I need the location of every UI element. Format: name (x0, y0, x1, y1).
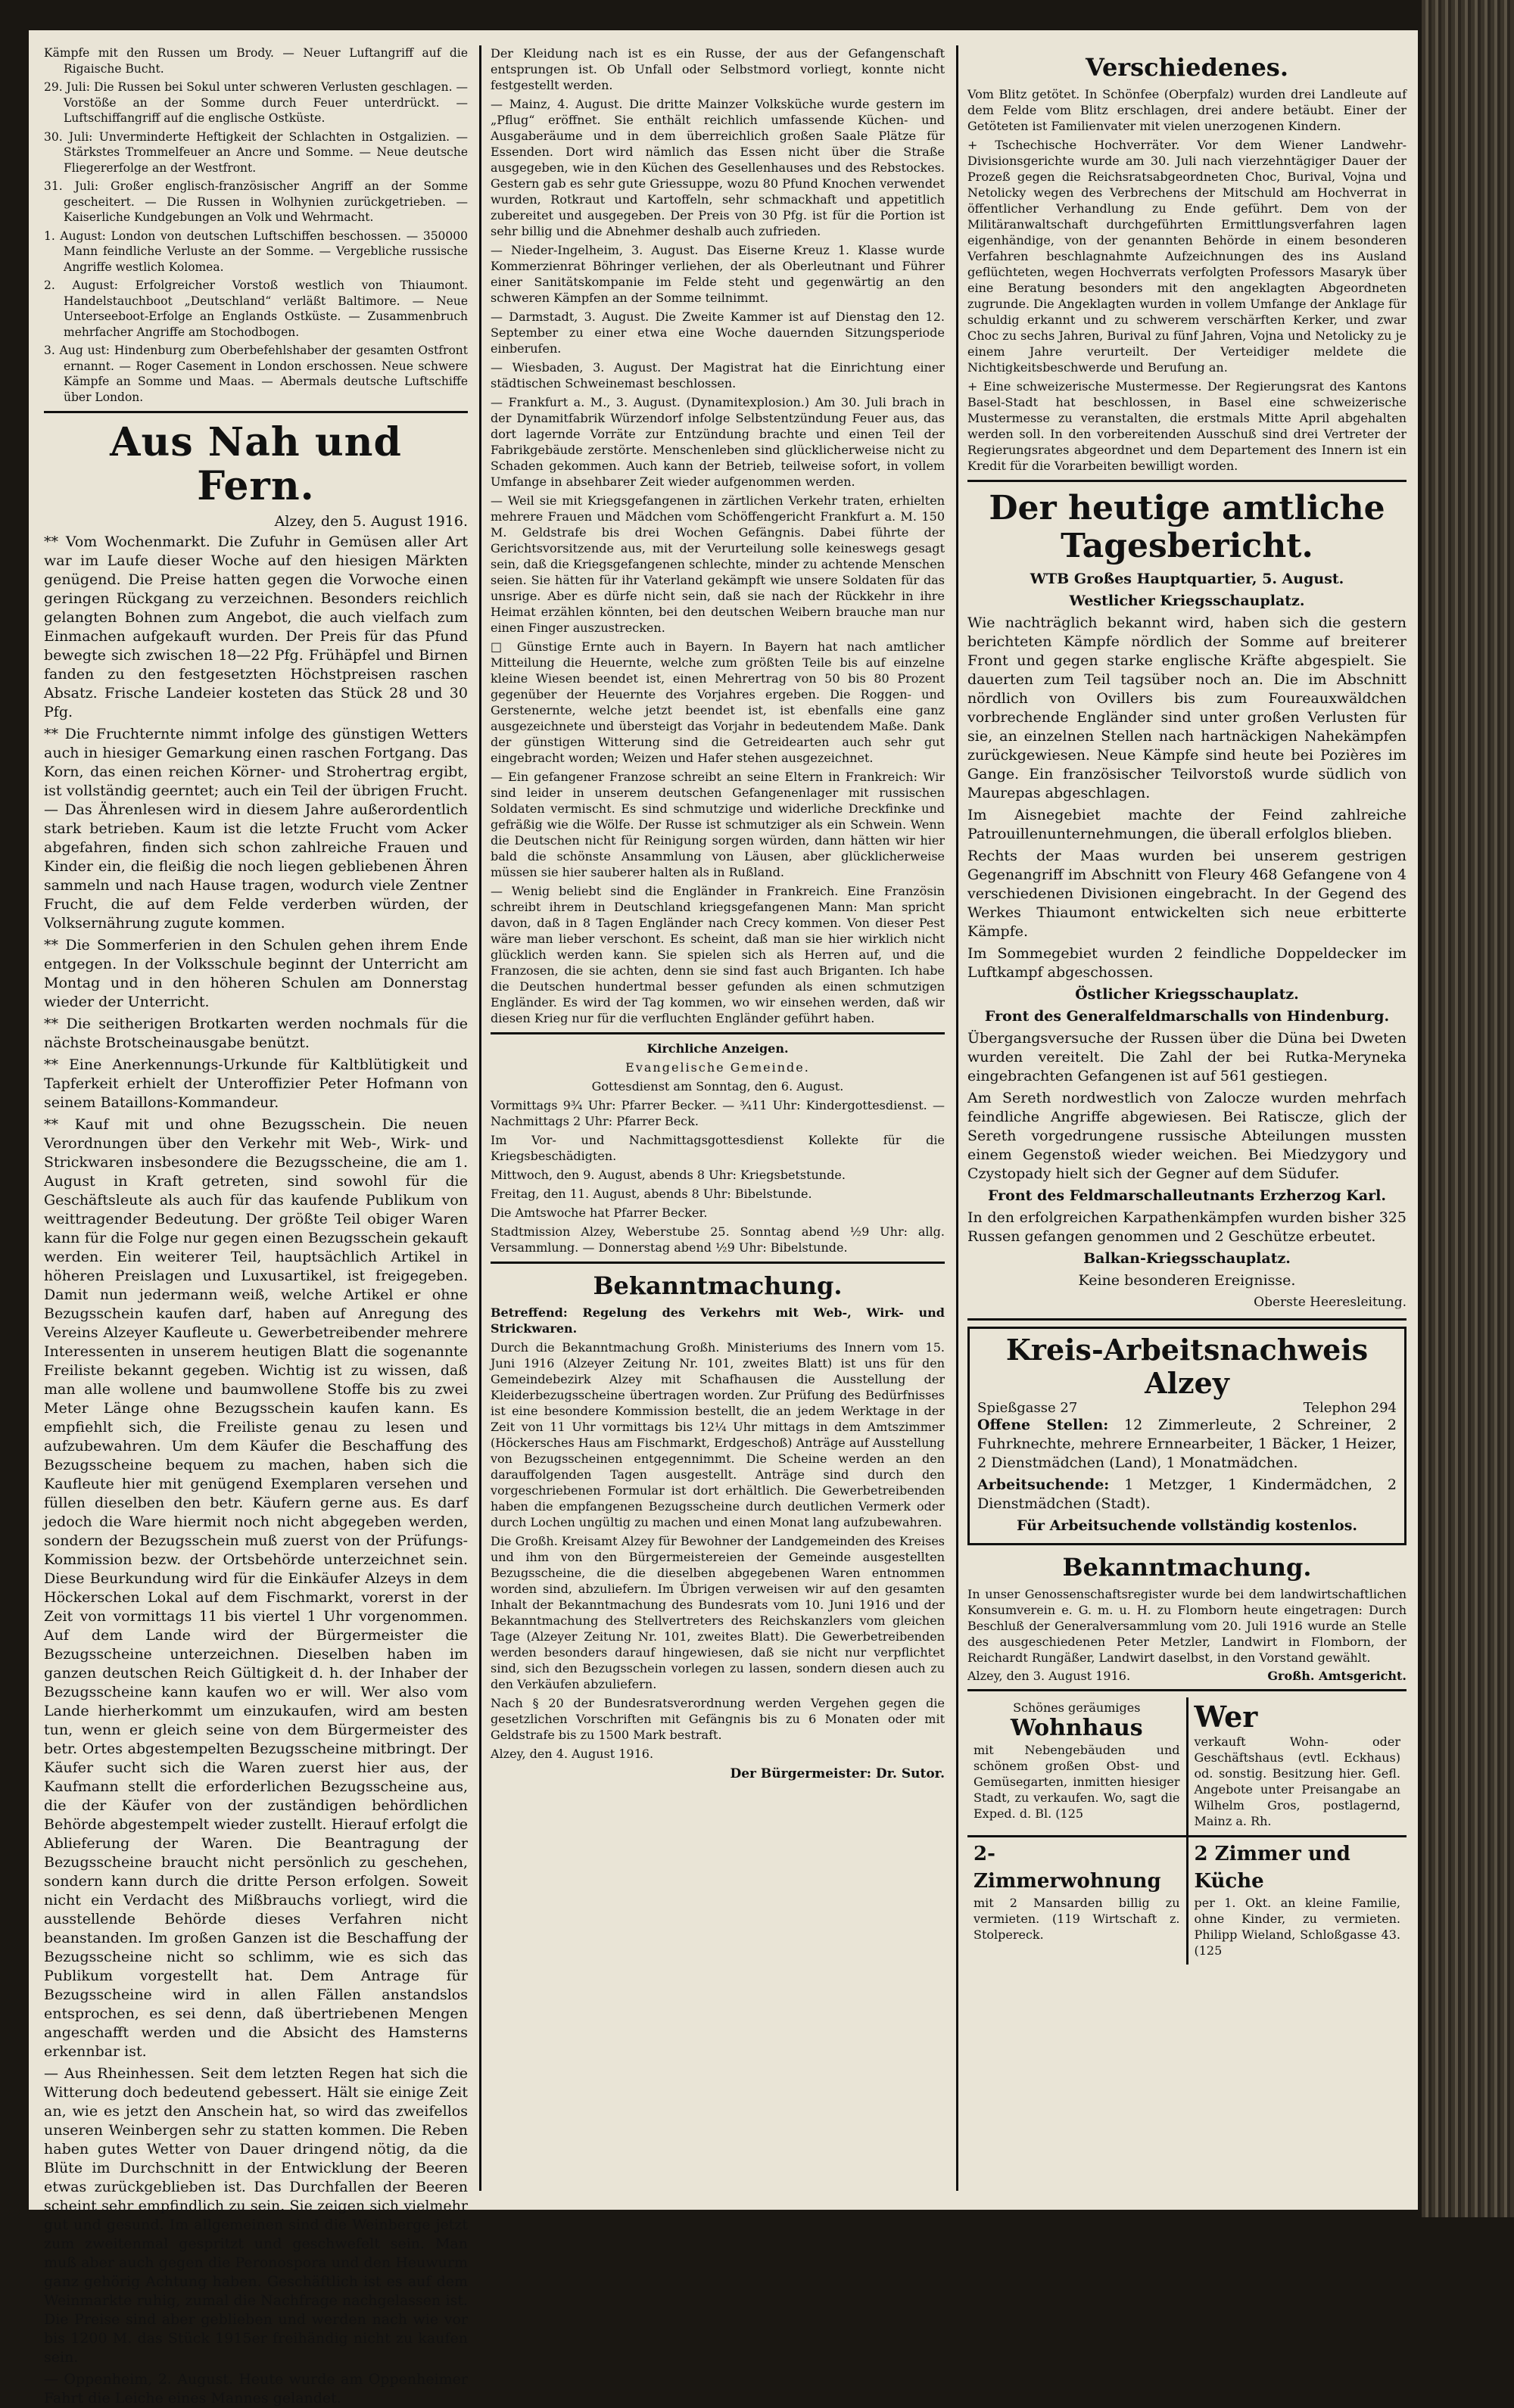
notice-date: Alzey, den 3. August 1916. (967, 1669, 1131, 1683)
notice-title: Bekanntmachung. (593, 1271, 843, 1300)
article-paragraph: — Weil sie mit Kriegsgefangenen in zärtlichen Verkehr traten, erhielten mehrere Frauen und Mädchen vom Schöffengericht Frankfurt a. M. 150 M. Geldstrafe bis drei Wochen Gefängnis. Dabei führte der Gerichtsvorsitzende aus, mit der Verurteilung solle keineswegs gesagt sein, daß die Kriegsgefangenen schlechte, minder zu achtende Menschen seien. Sie hätten für ihr Vaterland gekämpft wie unsere Soldaten für das unsrige. Aber es dürfe nicht sein, daß sie nach der Rückkehr in ihre Heimat erzählen könnten, bei den deutschen Weibern brauche man nur einen Finger auszustrecken. (491, 493, 945, 635)
notice-paragraph: Durch die Bekanntmachung Großh. Ministeriums des Innern vom 15. Juni 1916 (Alzeyer Zeitung Nr. 101, zweites Blatt) ist uns für den Gemeindebezirk Alzey mit Schafhausen die Ausstellung der Kleiderbezugsscheine übertragen worden. Zur Prüfung des Bedürfnisses ist eine besondere Kommission bestellt, die an jedem Werktage in der Zeit von 11 Uhr vormittags bis 12¼ Uhr mittags in dem Amtszimmer (Höckersches Haus am Fischmarkt, Erdgeschoß) Anträge auf Ausstellung von Bezugsscheinen entgegennimmt. Die Scheine werden an den darauffolgenden Tagen ausgestellt. Anträge sind durch den vorgeschriebenen Formular ist dort erhältlich. Die Gewerbetreibenden haben die empfangenen Bezugsscheine durch deutlichen Vermerk oder durch Lochen ungültig zu machen und einen Monat lang aufzubewahren. (491, 1340, 945, 1529)
ad-text: per 1. Okt. an kleine Familie, ohne Kinder, zu vermieten. Philipp Wieland, Schloßgasse 43. (125 (1194, 1896, 1400, 1958)
article-paragraph: ** Eine Anerkennungs-Urkunde für Kaltblütigkeit und Tapferkeit erhielt der Unteroffizier Peter Hofmann von seinem Bataillons-Kommandeur. (44, 1056, 468, 1111)
report-title: Der heutige amtliche Tagesbericht. (989, 489, 1385, 565)
ad-zimmer-und-kueche (1188, 1837, 1407, 1965)
report-east-subheading: Front des Generalfeldmarschalls von Hindenburg. (984, 1008, 1390, 1025)
classified-ads-row-1 (967, 1697, 1407, 1835)
church-line: Die Amtswoche hat Pfarrer Becker. (491, 1206, 708, 1220)
labor-title: Kreis-Arbeitsnachweis Alzey (1005, 1333, 1369, 1400)
section-divider (967, 1318, 1407, 1321)
article-paragraph: — Mainz, 4. August. Die dritte Mainzer Volksküche wurde gestern im „Pflug“ eröffnet. Sie enthält reichlich umfassende Küchen- und Ausgaberäume und in dem überreichlich großen Saale Plätze für Essenden. Dort wird nämlich das Essen nicht über die Straße ausgegeben, wie in den Küchen des Gesellenhauses und des Rebstockes. Gestern gab es sehr gute Griessuppe, wozu 80 Pfund Knochen verwendet wurden, Rotkraut und Kartoffeln, sehr schmackhaft und appetitlich zubereitet und ausgegeben. Der Preis von 30 Pfg. ist für die Portion ist sehr billig und die Abnehmer deshalb auch zufrieden. (491, 97, 945, 238)
labor-offers: 12 Zimmerleute, 2 Schreiner, 2 Fuhrknechte, mehrere Ernnearbeiter, 1 Bäcker, 1 Heizer, 2 Dienstmädchen (Land), 1 Monatmädchen. (977, 1417, 1397, 1471)
report-karl-heading: Front des Feldmarschalleutnants Erzherzog Karl. (988, 1187, 1386, 1204)
ad-headline: 2-Zimmerwohnung (974, 1843, 1161, 1893)
report-paragraph: In den erfolgreichen Karpathenkämpfen wurden bisher 325 Russen gefangen genommen und 2 Geschütze erbeutet. (967, 1209, 1407, 1245)
labor-free-note: Für Arbeitsuchende vollständig kostenlos. (1016, 1517, 1358, 1534)
chronicle-entry: 3. Aug ust: Hindenburg zum Oberbefehlshaber der gesamten Ostfront ernannt. — Roger Casement in London erschossen. Neue schwere Kämpfe an Somme und Maas. — Abermals deutsche Luftschiffe über London. (44, 344, 468, 404)
notice-signature: Der Bürgermeister: Dr. Sutor. (730, 1766, 945, 1781)
notice-footer (967, 1669, 1407, 1683)
labor-address: Spießgasse 27 (977, 1400, 1078, 1416)
column-middle (491, 45, 945, 2191)
church-line: Im Vor- und Nachmittagsgottesdienst Kollekte für die Kriegsbeschädigten. (491, 1133, 945, 1163)
report-paragraph: Am Sereth nordwestlich von Zalocze wurden mehrfach feindliche Angriffe abgewiesen. Bei Ratiscze, glich der Sereth vorgedrungene russische Abteilungen mussten einem Gegenstoß wieder weichen. Bei Miedzygory und Czystopady hielt sich der Gegner auf dem Südufer. (967, 1090, 1407, 1182)
section-divider (491, 1032, 945, 1034)
article-paragraph: — Wiesbaden, 3. August. Der Magistrat hat die Einrichtung einer städtischen Schweinemast beschlossen. (491, 360, 945, 390)
church-subheading: Evangelische Gemeinde. (625, 1060, 810, 1075)
column-rule (956, 45, 958, 2191)
church-notices (491, 1041, 945, 1255)
war-chronicle (44, 45, 468, 405)
ad-text: mit 2 Mansarden billig zu vermieten. (119 Wirtschaft z. Stolpereck. (974, 1896, 1180, 1942)
column-left (44, 45, 468, 2406)
misc-paragraph: Vom Blitz getötet. In Schönfee (Oberpfalz) wurden drei Landleute auf dem Felde vom Blitz erschlagen, drei andere betäubt. Einer der Getöteten ist Familienvater mit vielen unerzogenen Kindern. (967, 87, 1407, 133)
labor-seekers: 1 Metzger, 1 Kindermädchen, 2 Dienstmädchen (Stadt). (977, 1476, 1397, 1512)
report-paragraph: Im Aisnegebiet machte der Feind zahlreiche Patrouillenunternehmungen, die überall erfolglos blieben. (967, 807, 1407, 842)
section-divider (44, 411, 468, 413)
article-paragraph: Der Kleidung nach ist es ein Russe, der aus der Gefangenschaft entsprungen ist. Ob Unfall oder Selbstmord vorliegt, konnte nicht festgestellt werden. (491, 46, 945, 92)
chronicle-entry: 31. Juli: Großer englisch-französischer Angriff an der Somme gescheitert. — Die Russen in Wolhynien zurückgetrieben. — Kaiserliche Kundgebungen an Volk und Wehrmacht. (44, 179, 468, 224)
classified-ads-row-2 (967, 1835, 1407, 1965)
church-line: Stadtmission Alzey, Weberstube 25. Sonntag abend ½9 Uhr: allg. Versammlung. — Donnerstag abend ½9 Uhr: Bibelstunde. (491, 1224, 945, 1255)
article-paragraph: ** Vom Wochenmarkt. Die Zufuhr in Gemüsen aller Art war im Laufe dieser Woche auf den hiesigen Märkten genügend. Die Preise hatten gegen die Vorwoche einen geringen Rückgang zu verzeichnen. Besonders reichlich gelangten Bohnen zum Angebot, die auch vielfach zum Einmachen aufgekauft wurden. Der Preis für das Pfund bewegte sich zwischen 18—22 Pfg. Frühäpfel und Birnen fanden zu den festgesetzten Höchstpreisen raschen Absatz. Frische Landeier kosteten das Stück 28 und 30 Pfg. (44, 534, 468, 720)
ad-kicker: Schönes geräumiges (1013, 1700, 1141, 1715)
section-divider (967, 480, 1407, 482)
chronicle-entry: 29. Juli: Die Russen bei Sokul unter schweren Verlusten geschlagen. — Vorstöße an der Somme durch Feuer unterdrückt. — Luftschiffangriff auf die englische Ostküste. (44, 80, 468, 125)
report-paragraph: Im Sommegebiet wurden 2 feindliche Doppeldecker im Luftkampf abgeschossen. (967, 945, 1407, 981)
report-balkan-heading: Balkan-Kriegsschauplatz. (1083, 1250, 1291, 1267)
ad-wer-verkauft (1188, 1697, 1407, 1835)
notice-subject: Betreffend: Regelung des Verkehrs mit Web-, Wirk- und Strickwaren. (491, 1305, 945, 1336)
report-paragraph: Keine besonderen Ereignisse. (1078, 1272, 1296, 1289)
report-signature: Oberste Heeresleitung. (1254, 1295, 1407, 1310)
daily-report (967, 490, 1407, 1312)
labor-phone: Telephon 294 (1303, 1400, 1397, 1416)
section-divider (491, 1262, 945, 1264)
report-paragraph: Übergangsversuche der Russen über die Düna bei Dweten wurden vereitelt. Die Zahl der bei Rutka-Meryneka eingebrachten Gefangenen ist auf 561 gestiegen. (967, 1030, 1407, 1084)
labor-contact (977, 1400, 1397, 1416)
article-paragraph: — Wenig beliebt sind die Engländer in Frankreich. Eine Französin schreibt ihrem in Deutschland kriegsgefangenen Mann: Man spricht davon, daß in 8 Tagen Engländer nach Crecy kommen. Von dieser Pest wäre man lieber verschont. Es scheint, daß man sie hier wirklich nicht glücklich werden kann. Sie spielen sich als Herren auf, und die Franzosen, die sie achten, denn sie sind fast auch Briganten. Ich habe die Deutschen hundertmal besser gefunden als einen schmutzigen Engländer. Es wird der Tag kommen, wo wir einsehen werden, daß wir diesen Krieg nur für die verfluchten Engländer geführt haben. (491, 884, 945, 1025)
section-title-verschiedenes: Verschiedenes. (1086, 53, 1288, 82)
section-title-aus-nah-und-fern: Aus Nah und Fern. (110, 419, 402, 509)
church-line: Mittwoch, den 9. August, abends 8 Uhr: Kriegsbetstunde. (491, 1168, 846, 1182)
newspaper-page (29, 30, 1418, 2406)
notice-textiles (491, 1271, 945, 1784)
ad-2-zimmerwohnung (967, 1837, 1188, 1965)
report-paragraph: Wie nachträglich bekannt wird, haben sich die gestern berichteten Kämpfe nördlich der Somme auf breiterer Front und gegen starke englische Kräfte abgespielt. Sie dauerten zum Teil tagsüber noch an. Die im Abschnitt nördlich von Ovillers bis zum Foureauxwäldchen vorbrechende Engländer sind unter großen Verlusten für sie, an einzelnen Stellen nach hartnäckigen Nahekämpfen zurückgewiesen. Neue Kämpfe sind heute bei Pozières im Gange. Ein französischer Teilvorstoß wurde südlich von Maurepas abgeschlagen. (967, 614, 1407, 801)
church-line: Freitag, den 11. August, abends 8 Uhr: Bibelstunde. (491, 1187, 812, 1201)
notice-signature: Großh. Amtsgericht. (1267, 1669, 1407, 1683)
ad-headline: Wohnhaus (1010, 1715, 1143, 1741)
chronicle-entry: 1. August: London von deutschen Luftschiffen beschossen. — 350000 Mann feindliche Verluste an der Somme. — Vergebliche russische Angriffe westlich Kolomea. (44, 229, 468, 274)
chronicle-entry: 30. Juli: Unverminderte Heftigkeit der Schlachten in Ostgalizien. — Stärkstes Trommelfeuer an Ancre und Somme. — Neue deutsche Fliegererfolge an der Westfront. (44, 129, 468, 175)
article-paragraph: ** Die Fruchternte nimmt infolge des günstigen Wetters auch in hiesiger Gemarkung einen raschen Fortgang. Das Korn, das einen reichen Körner- und Strohertrag ergibt, ist vollständig geerntet; auch ein Teil der übrigen Frucht. — Das Ährenlesen wird in diesem Jahre außerordentlich stark betrieben. Kaum ist die letzte Frucht vom Acker abgefahren, finden sich schon zahlreiche Frauen und Kinder ein, die fleißig die noch liegen gebliebenen Ähren sammeln und nach Hause tragen, wodurch viele Zentner Frucht, die auf dem Felde verderben würden, der Volksernährung zugute kommen. (44, 726, 468, 932)
report-east-heading: Östlicher Kriegsschauplatz. (1075, 986, 1299, 1003)
article-paragraph: ** Die Sommerferien in den Schulen gehen ihrem Ende entgegen. In der Volksschule beginnt der Unterricht am Montag und in den höheren Schulen am Donnerstag wieder der Unterricht. (44, 937, 468, 1010)
ad-headline: Wer (1194, 1700, 1258, 1734)
notice-paragraph: Die Großh. Kreisamt Alzey für Bewohner der Landgemeinden des Kreises und ihm von den Bürgermeistereien der Gemeinde ausgestellten Bezugsscheine, die die dieselben abgegebenen Waren entnommen worden sind, abzuliefern. Im Übrigen verweisen wir auf den gesamten Inhalt der Bekanntmachung des Bundesrats vom 10. Juni 1916 und der Bekanntmachung des Stellvertreters des Reichskanzlers vom gleichen Tage (Alzeyer Zeitung Nr. 101, zweites Blatt). Die Gewerbetreibenden werden besonders darauf hingewiesen, daß sie nicht nur verpflichtet sind, sich den Bezugsschein vorlegen zu lassen, sondern diesen auch zu den Verkäufen abzuliefern. (491, 1534, 945, 1691)
misc-paragraph: + Eine schweizerische Mustermesse. Der Regierungsrat des Kantons Basel-Stadt hat beschlossen, in Basel eine schweizerische Mustermesse zu veranstalten, die erstmals Mitte April abgehalten werden soll. In den vorbereitenden Ausschuß sind drei Vertreter der Regierungsrates abgeordnet und dem Departement des Innern ist ein Kredit für die Vorarbeiten bewilligt worden. (967, 379, 1407, 473)
notice-cooperative (967, 1553, 1407, 1683)
ad-text: mit Nebengebäuden und schönem großen Obst- und Gemüsegarten, inmitten hiesiger Stadt, zu verkaufen. Wo, sagt die Exped. d. Bl. (125 (974, 1743, 1180, 1821)
article-paragraph: — Aus Rheinhessen. Seit dem letzten Regen hat sich die Witterung doch bedeutend gebessert. Hält sie einige Zeit an, wie es jetzt den Anschein hat, so wird das zweifellos unseren Weinbergen sehr zu statten kommen. Die Reben haben gutes Wetter von Dauer dringend nötig, da die Blüte im Durchschnitt in der Entwicklung der Beeren etwas zurückgeblieben ist. Das Durchfallen der Beeren scheint sehr empfindlich zu sein. Sie zeigen sich vielmehr gut und gesund. Im allgemeinen sind die Weinberge jetzt zum zweitenmal gespritzt und geschwefelt sein. Man muß aber auch gegen die Peronospora und den Heuwurm ganz gehörig Achtung haben. Geschäftlich ist es auf dem Weinmarkte ruhig, zumal die Nachfrage nachgelassen ist. Die Preise sind aber geblieben und werden nach wie vor bis 1200 M. das Stück 1915er freihändig nicht zu kaufen sein. (44, 2065, 468, 2366)
labor-seekers-label: Arbeitsuchende: (977, 1476, 1110, 1493)
church-line: Vormittags 9¾ Uhr: Pfarrer Becker. — ¾11 Uhr: Kindergottesdienst. — Nachmittags 2 Uhr: Pfarrer Beck. (491, 1098, 945, 1128)
column-rule (479, 45, 481, 2191)
report-source: WTB Großes Hauptquartier, 5. August. (1030, 571, 1344, 587)
article-paragraph: □ Günstige Ernte auch in Bayern. In Bayern hat nach amtlicher Mitteilung die Heuernte, welche zum größten Teile bis auf einzelne kleine Wiesen beendet ist, einen Mehrertrag von 50 bis 80 Prozent gegenüber der Heuernte des Vorjahres ergeben. Die Roggen- und Gerstenernte, welche jetzt beendet ist, ist ebenfalls eine ganz ausgezeichnete und übersteigt das Vorjahr in bedeutendem Maße. Dank der günstigen Witterung sind die Getreidearten auch sehr gut eingebracht worden; Weizen und Hafer stehen ausgezeichnet. (491, 639, 945, 765)
ad-wohnhaus (967, 1697, 1188, 1835)
labor-exchange-ad (967, 1327, 1407, 1545)
column-right (967, 45, 1407, 2191)
chronicle-entry: Kämpfe mit den Russen um Brody. — Neuer Luftangriff auf die Rigaische Bucht. (44, 46, 468, 76)
ad-headline: 2 Zimmer und Küche (1194, 1843, 1350, 1893)
church-service-date: Gottesdienst am Sonntag, den 6. August. (591, 1079, 844, 1094)
dateline: Alzey, den 5. August 1916. (274, 513, 468, 530)
labor-offers-label: Offene Stellen: (977, 1417, 1109, 1433)
notice-title: Bekanntmachung. (1062, 1553, 1312, 1582)
misc-paragraph: + Tschechische Hochverräter. Vor dem Wiener Landwehr-Divisionsgerichte wurde am 30. Juli nach vierzehntägiger Dauer der Prozeß gegen die Reichsratsabgeordneten Choc, Burival, Vojna und Netolicky wegen des Verbrechens der Mitschuld am Hochverrat in öffentlicher Verhandlung zu Ende geführt. Dem von der Militäranwaltschaft durchgeführten Ermittlungsverfahren lagen eigenhändige, von der genannten Behörde in einem besonderen Verfahren beschlagnahmte Aufzeichnungen des ins Ausland geflüchteten, wegen Hochverrats verfolgten Professors Masaryk über eine Beratung besonders mit den angeklagten Abgeordneten zugrunde. Die Angeklagten wurden in vollem Umfange der Anklage für schuldig erkannt und zu schwerem verschärften Kerker, und zwar Choc zu sechs Jahren, Burival zu fünf Jahren, Vojna und Netolicky zu je einem Jahre verurteilt. Der Verteidiger meldete die Nichtigkeitsbeschwerde und Berufung an. (967, 138, 1407, 375)
notice-date: Alzey, den 4. August 1916. (491, 1747, 654, 1761)
article-paragraph: ** Kauf mit und ohne Bezugsschein. Die neuen Verordnungen über den Verkehr mit Web-, Wirk- und Strickwaren insbesondere die Bezugsscheine, die am 1. August in Kraft getreten, sind sowohl für die Geschäftsleute als auch für das kaufende Publikum von weittragender Bedeutung. Der größte Teil obiger Waren kann für die Folge nur gegen einen Bezugsschein gekauft werden. Ein weiterer Teil, hauptsächlich Artikel in höheren Preislagen und Luxusartikel, ist freigegeben. Damit nun jedermann weiß, welche Artikel er ohne Bezugsschein kaufen darf, haben auf Anregung des Vereins Alzeyer Kaufleute u. Gewerbetreibender mehrere Interessenten in unserem heutigen Blatt die sogenannte Freiliste bekannt gegeben. Wichtig ist zu wissen, daß man alle wollene und baumwollene Stoffe bis zu zwei Meter Länge ohne Bezugsschein kaufen kann. Es empfiehlt sich, die Freiliste genau zu lesen und aufzubewahren. Um dem Käufer die Beschaffung des Bezugsscheine bequem zu machen, haben sich die Kaufleute hier mit genügend Exemplaren versehen und füllen dieselben den betr. Käufern gerne aus. Es darf jedoch die Ware hiermit noch nicht abgegeben werden, sondern der Bezugsschein muß zuerst von der Prüfungs-Kommission bezw. der Ortsbehörde unterzeichnet sein. Diese Beurkundung wird für die Einkäufer Alzeys in dem Höckerschen Lokal auf dem Fischmarkt, vorerst in der Zeit von vormittags 11 bis viertel 1 Uhr vorgenommen. Auf dem Lande wird der Bürgermeister die Bezugsscheine unterzeichnen. Dieselben haben im ganzen deutschen Reich Gültigkeit d. h. der Inhaber der Bezugsscheine kann kaufen wo er will. Wer also vom Lande hierherkommt um einzukaufen, wird am besten tun, wenn er gleich seine von dem Bürgermeister des betr. Ortes abgestempelten Bezugsscheine mitbringt. Der Käufer sucht sich die Waren zuerst hier aus, der Kaufmann stellt die erforderlichen Bezugsscheine aus, die der Käufer von der zuständigen behördlichen Behörde abgestempelt wieder zustellt. Hierauf erfolgt die Ablieferung der Waren. Die Beantragung der Bezugsscheine braucht nicht persönlich zu geschehen, sondern kann durch die dritte Person erfolgen. Soweit nicht ein Verdacht des Mißbrauchs vorliegt, wird die ausstellende Behörde dieses Verfahren nicht beanstanden. Im großen Ganzen ist die Beschaffung der Bezugsscheine nicht so schlimm, wie es sich das Publikum vorgestellt hat. Dem Antrage für Bezugsscheine wird in allen Fällen anstandslos entsprochen, es sei denn, daß übertriebenen Mengen angeschafft werden und die Absicht des Hamsterns erkennbar ist. (44, 1116, 468, 2060)
notice-paragraph: Nach § 20 der Bundesratsverordnung werden Vergehen gegen die gesetzlichen Vorschriften mit Gefängnis bis zu 6 Monaten oder mit Geldstrafe bis zu 1500 Mark bestraft. (491, 1696, 945, 1742)
article-paragraph: — Oppenheim, 2. August. Heute wurde am Oppenheimer Fahrt die Leiche eines Mannes gelandet. (44, 2371, 468, 2406)
article-paragraph: — Nieder-Ingelheim, 3. August. Das Eiserne Kreuz 1. Klasse wurde Kommerzienrat Böhringer verliehen, der als Oberleutnant und Führer einer Sanitätskompanie im Felde steht und gegenwärtig an den schweren Kämpfen an der Somme teilnimmt. (491, 243, 945, 305)
article-paragraph: — Ein gefangener Franzose schreibt an seine Eltern in Frankreich: Wir sind leider in unserem deutschen Gefangenenlager mit russischen Soldaten vermischt. Es sind schmutzige und widerliche Dreckfinke und gefräßig wie die Wölfe. Der Russe ist schmutziger als ein Schwein. Wenn die Deutschen nicht für Reinigung sorgen würden, dann hätten wir hier bald die schönste Ansammlung von Läusen, aber glücklicherweise müssen sie hier sauberer halten als in Rußland. (491, 770, 945, 879)
report-west-heading: Westlicher Kriegsschauplatz. (1069, 593, 1305, 609)
article-paragraph: — Darmstadt, 3. August. Die Zweite Kammer ist auf Dienstag den 12. September zu einer etwa eine Woche dauernden Sitzungsperiode einberufen. (491, 310, 945, 356)
church-heading: Kirchliche Anzeigen. (646, 1041, 789, 1056)
notice-paragraph: In unser Genossenschaftsregister wurde bei dem landwirtschaftlichen Konsumverein e. G. m. u. H. zu Flomborn heute eingetragen: Durch Beschluß der Generalversammlung vom 20. Juli 1916 wurde an Stelle des ausgeschiedenen Peter Metzler, Landwirt in Flomborn, der Reichardt Rungäßer, Landwirt daselbst, in den Vorstand gewählt. (967, 1587, 1407, 1665)
chronicle-entry: 2. August: Erfolgreicher Vorstoß westlich von Thiaumont. Handelstauchboot „Deutschland“ verläßt Baltimore. — Neue Unterseeboot-Erfolge an Englands Ostküste. — Zusammenbruch mehrfacher Angriffe am Stochodbogen. (44, 278, 468, 339)
article-paragraph: ** Die seitherigen Brotkarten werden nochmals für die nächste Brotscheinausgabe benützt. (44, 1016, 468, 1051)
ad-text: verkauft Wohn- oder Geschäftshaus (evtl. Eckhaus) od. sonstig. Besitzung hier. Gefl. Angebote unter Preisangabe an Wilhelm Gros, postlagernd, Mainz a. Rh. (1194, 1734, 1400, 1828)
article-paragraph: — Frankfurt a. M., 3. August. (Dynamitexplosion.) Am 30. Juli brach in der Dynamitfabrik Würzendorf infolge Selbstentzündung Feuer aus, das dort lagernde Vorräte zur Entzündung brachte und einen Teil der Fabrikgebäude zerstörte. Menschenleben sind glücklicherweise nicht zu Schaden gekommen. Auch kann der Betrieb, teilweise sofort, in vollem Umfange in absehbarer Zeit wieder aufgenommen werden. (491, 395, 945, 489)
report-paragraph: Rechts der Maas wurden bei unserem gestrigen Gegenangriff im Abschnitt von Fleury 468 Gefangene von 4 verschiedenen Divisionen eingebracht. In der Gegend des Werkes Thiaumont entwickelten sich neue erbitterte Kämpfe. (967, 848, 1407, 940)
book-binding-edge (1422, 0, 1514, 2217)
section-divider (967, 1689, 1407, 1691)
